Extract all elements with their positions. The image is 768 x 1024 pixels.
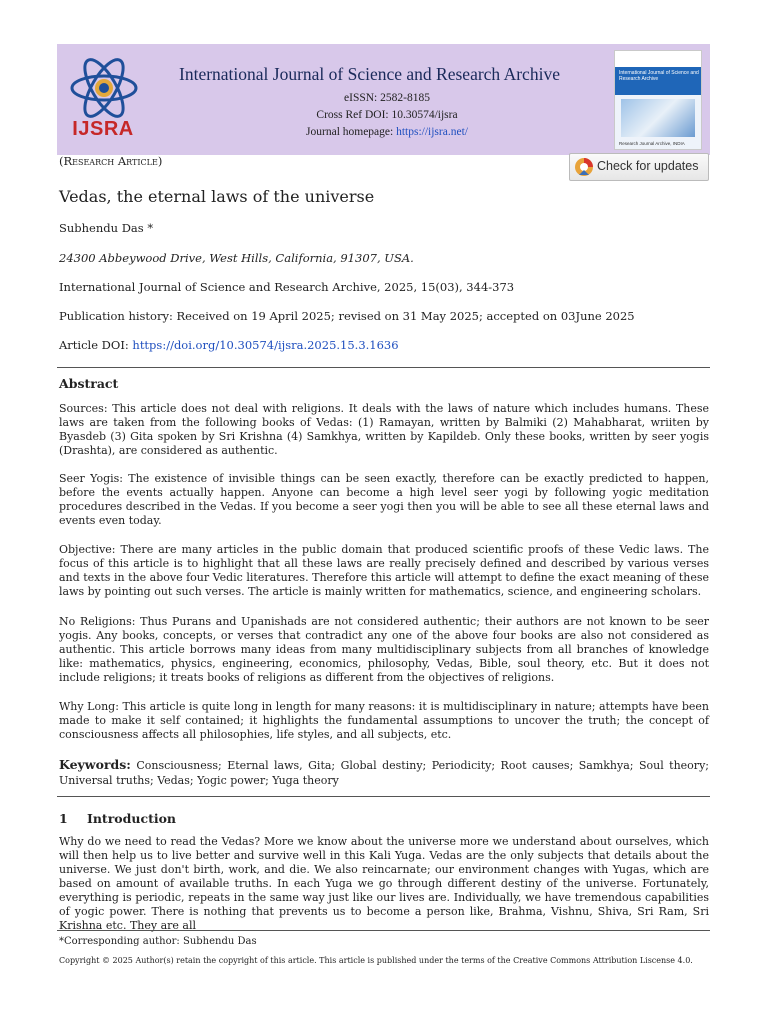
keywords-label: Keywords: xyxy=(59,757,131,772)
abstract-paragraph-seer-yogis: Seer Yogis: The existence of invisible things can be seen exactly, therefore can be exactly predicted to happen, before the events actually happen. Anyone can become a high level seer yogi by following yogic meditation procedures described in the Vedas. If you become a seer yogi then you will be able to see all these eternal laws and events even today. xyxy=(59,472,709,527)
homepage-label: Journal homepage: xyxy=(306,126,397,138)
article-type: (Research Article) xyxy=(59,154,163,168)
logo-text: IJSRA xyxy=(72,118,134,140)
journal-cover-thumbnail xyxy=(614,50,702,150)
author: Subhendu Das * xyxy=(59,221,154,235)
divider xyxy=(57,367,710,368)
abstract-paragraph-no-religions: No Religions: Thus Purans and Upanishads are not considered authentic; their authors are not known to be seer yogis. Any books, concepts, or verses that contradict any one of the above four books are also not considered as authentic. This article borrows many ideas from many multidisciplinary subjects from all branches of knowledge like: mathematics, physics, engineering, economics, philosophy, Vedas, Bible, soul theory, etc. But it does not include religions; it treats books of religions as different from the objectives of religions. xyxy=(59,615,709,684)
author-address: 24300 Abbeywood Drive, West Hills, California, 91307, USA. xyxy=(59,251,414,265)
journal-header xyxy=(57,44,710,155)
abstract-heading: Abstract xyxy=(59,376,119,391)
abstract-paragraph-objective: Objective: There are many articles in the public domain that produced scientific proofs of these Vedic laws. The focus of this article is to highlight that all these laws are really precisely defined and described by various verses and texts in the above four Vedic literatures. Therefore this article will attempt to define the exact meaning of these laws by pointing out such verses. The article is mainly written for mathematics, science, and engineering scholars. xyxy=(59,543,709,598)
journal-name: International Journal of Science and Research Archive xyxy=(179,64,560,84)
corresponding-author-footnote: *Corresponding author: Subhendu Das xyxy=(59,936,257,947)
introduction-paragraph: Why do we need to read the Vedas? More we know about the universe more we understand about ourselves, which will then help us to live better and survive well in this Kali Yuga. Vedas are the only subjects that details about the universe. We just don't birth, work, and die. We also reincarnate; our environment changes with Yugas, which are based on amount of available truths. In each Yuga we go through different destiny of the universe. Fortunately, everything is periodic, repeats in the same way just like our lives are. Individually, we have tremendous capabilities of yogic power. There is nothing that prevents us to become a person like, Brahma, Vishnu, Shiva, Sri Ram, Sri Krishna etc. They are all xyxy=(59,835,709,932)
check-updates-label: Check for updates xyxy=(597,159,699,173)
check-for-updates-button[interactable] xyxy=(569,153,709,181)
doi-link[interactable]: https://doi.org/10.30574/ijsra.2025.15.3.1636 xyxy=(132,338,399,352)
keywords xyxy=(59,758,709,788)
doi-label: Article DOI: xyxy=(59,338,133,352)
cover-footer: Research Journal Archive, INDIA xyxy=(619,141,685,146)
check-updates-icon xyxy=(574,157,594,177)
article-doi xyxy=(59,338,399,352)
divider xyxy=(57,796,710,797)
section-heading-introduction xyxy=(59,811,176,826)
crossref-doi: Cross Ref DOI: 10.30574/ijsra xyxy=(316,109,458,121)
section-title: Introduction xyxy=(87,811,177,826)
journal-homepage xyxy=(287,124,487,141)
section-number: 1 xyxy=(59,811,68,826)
homepage-link[interactable]: https://ijsra.net/ xyxy=(396,126,468,138)
journal-info xyxy=(287,90,487,141)
eissn: eISSN: 2582-8185 xyxy=(344,92,430,104)
publication-history: Publication history: Received on 19 April 2025; revised on 31 May 2025; accepted on 03June 2025 xyxy=(59,309,635,323)
keywords-list: Consciousness; Eternal laws, Gita; Global destiny; Periodicity; Root causes; Samkhya; Soul theory; Universal truths; Vedas; Yogic power; Yuga theory xyxy=(59,759,709,787)
footnote-divider xyxy=(57,930,710,931)
cover-title: International Journal of Science and Research Archive xyxy=(619,70,699,82)
abstract-paragraph-sources: Sources: This article does not deal with religions. It deals with the laws of nature which includes humans. These laws are taken from the following books of Vedas: (1) Ramayan, written by Balmiki (2) Mahabharat, wriiten by Byasdeb (3) Gita spoken by Sri Krishna (4) Samkhya, written by Kapildeb. Only these books, written by seer yogis (Drashta), are considered as authentic. xyxy=(59,402,709,457)
article-title: Vedas, the eternal laws of the universe xyxy=(59,187,375,206)
abstract-paragraph-why-long: Why Long: This article is quite long in length for many reasons: it is multidisciplinary in nature; attempts have been made to make it self contained; it highlights the fundamental assumptions to uncover the truth; the concept of consciousness affects all philosophies, life styles, and all subjects, etc. xyxy=(59,700,709,741)
copyright-notice: Copyright © 2025 Author(s) retain the copyright of this article. This article is published under the terms of the Creative Commons Attribution Liscense 4.0. xyxy=(59,956,693,965)
citation: International Journal of Science and Research Archive, 2025, 15(03), 344-373 xyxy=(59,280,515,294)
